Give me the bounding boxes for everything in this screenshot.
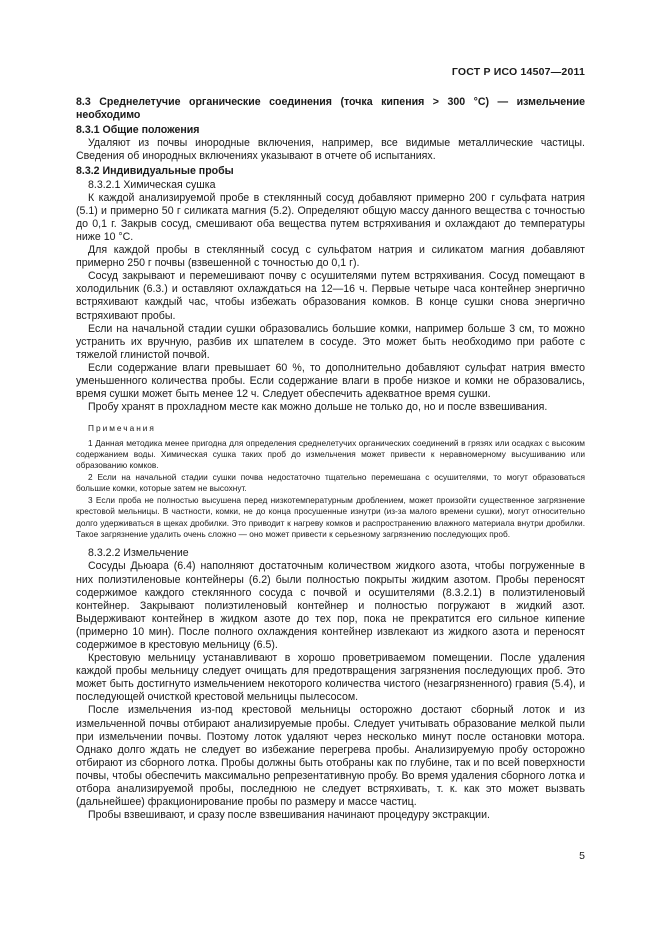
- section-title: 8.3 Среднелетучие органические соединения (точка кипения > 300 °С) — измельчение необходимо: [76, 96, 585, 122]
- note-item: 3 Если проба не полностью высушена перед низкотемпературным дроблением, может произойти существенное загрязнение крестовой мельницы. В частности, комки, не до конца просушенные изнутри (из-за малого времени сушки), могут относительно долго удерживаться в щеках дробилки. Это приводит к нагреву комков и распространению влажного материала внутри дробилки. Такое загрязнение удалить очень сложно — оно может привести к серьезному загрязнению последующих проб.: [76, 494, 585, 539]
- note-item: 1 Данная методика менее пригодна для определения среднелетучих органических соединений в грязях или осадках с высоким содержанием воды. Химическая сушка таких проб до измельчения может привести к неравномерному высушиванию или образованию комков.: [76, 437, 585, 471]
- paragraph: Пробы взвешивают, и сразу после взвешивания начинают процедуру экстракции.: [88, 809, 490, 822]
- notes-title: Примечания: [88, 423, 156, 434]
- paragraph: Крестовую мельницу устанавливают в хорошо проветриваемом помещении. После удаления каждой пробы мельницу следует очищать для предотвращения загрязнения последующих проб. Это может быть достигнуто измельчением некоторого количества чистого (незагрязненного) гравия (5.4), и последующей очисткой крестовой мельницы пылесосом.: [76, 652, 585, 704]
- paragraph: Удаляют из почвы инородные включения, например, все видимые металлические частицы. Сведения об инородных включениях указывают в отчете об испытаниях.: [76, 137, 585, 163]
- notes-block: [76, 423, 585, 540]
- paragraph: Если на начальной стадии сушки образовались большие комки, например больше 3 см, то можно устранить их вручную, разбив их шпателем в сосуде. Это может быть необходимо при работе с тяжелой глинистой почвой.: [76, 322, 585, 361]
- subsection-title-8-3-2-1: 8.3.2.1 Химическая сушка: [88, 178, 216, 191]
- paragraph: Пробу хранят в прохладном месте как можно дольше не только до, но и после взвешивания.: [88, 401, 548, 414]
- paragraph: К каждой анализируемой пробе в стеклянный сосуд добавляют примерно 200 г сульфата натрия (5.1) и примерно 50 г силиката магния (5.2). Определяют общую массу данного вещества с точностью до 0,1 г. Закрыв сосуд, смешивают оба вещества путем встряхивания и охлаждают до температуры ниже 10 °С.: [76, 191, 585, 243]
- document-body: [76, 96, 585, 822]
- paragraph: После измельчения из-под крестовой мельницы осторожно достают сборный лоток и из измельченной почвы отбирают анализируемые пробы. Следует учитывать образование мелкой пыли при измельчении почвы. Поэтому лоток удаляют через несколько минут после остановки мотора. Однако долго ждать не следует во избежание перегрева пробы. Анализируемую пробу осторожно отбирают из сборного лотка. Пробы должны быть отобраны как по глубине, так и по всей поверхности почвы, чтобы обеспечить максимально репрезентативную пробу. Во время удаления сборного лотка и отбора анализируемой пробы, последнюю не следует встряхивать, т. к. как это может вызвать (дальнейшее) фракционирование пробы по размеру и массе частиц.: [76, 704, 585, 809]
- page-number: 5: [579, 850, 585, 862]
- paragraph: Если содержание влаги превышает 60 %, то дополнительно добавляют сульфат натрия вместо уменьшенного количества пробы. Если содержание влаги в пробе низкое и комки не образовались, время сушки может быть менее 12 ч. Следует обеспечить адекватное время сушки.: [76, 361, 585, 401]
- subsection-title-8-3-2: 8.3.2 Индивидуальные пробы: [76, 165, 234, 178]
- subsection-title-8-3-1: 8.3.1 Общие положения: [76, 124, 200, 137]
- paragraph: Сосуды Дьюара (6.4) наполняют достаточным количеством жидкого азота, чтобы погруженные в них полиэтиленовые контейнеры (6.2) были полностью покрыты жидким азотом. Пробы переносят содержимое каждого стеклянного сосуда с почвой и осушителями (8.3.2.1) в полиэтиленовый контейнер. Закрывают полиэтиленовый контейнер и полностью погружают в жидкий азот. Выдерживают контейнер в жидком азоте до тех пор, пока не прекратится его сильное кипение (примерно 10 мин). После полного охлаждения контейнер извлекают из жидкого азота и переносят содержимое в крестовую мельницу (6.5).: [76, 560, 585, 651]
- paragraph: Для каждой пробы в стеклянный сосуд с сульфатом натрия и силикатом магния добавляют примерно 250 г почвы (взвешенной с точностью до 0,1 г).: [76, 244, 585, 270]
- standard-header: ГОСТ Р ИСО 14507—2011: [451, 66, 585, 78]
- paragraph: Сосуд закрывают и перемешивают почву с осушителями путем встряхивания. Сосуд помещают в холодильник (6.3.) и оставляют охлаждаться на 12—16 ч. Первые четыре часа контейнер энергично встряхивают каждый час, чтобы избежать образования комков. В конце сушки снова энергично встряхивают пробы.: [76, 270, 585, 322]
- note-item: 2 Если на начальной стадии сушки почва недостаточно тщательно перемешана с осушителями, то могут образоваться большие комки, которые затем не высохнут.: [76, 471, 585, 494]
- subsection-title-8-3-2-2: 8.3.2.2 Измельчение: [88, 547, 189, 560]
